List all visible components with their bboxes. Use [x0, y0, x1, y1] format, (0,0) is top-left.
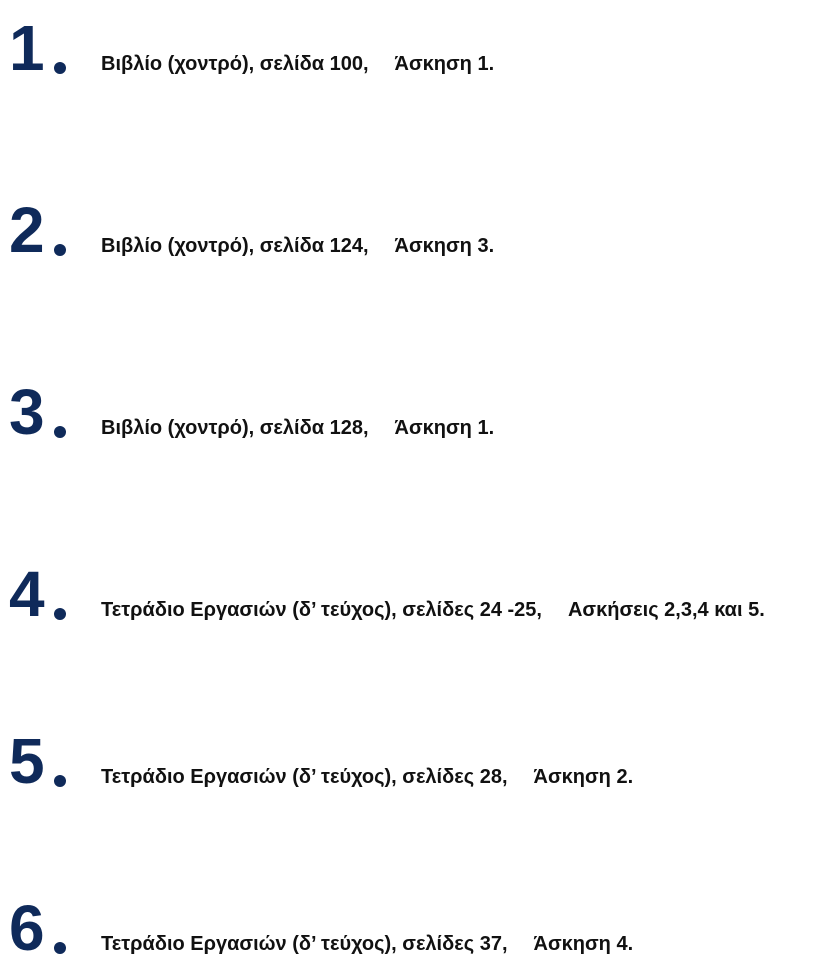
assignment-item-6 [0, 892, 830, 976]
item-exercise: Άσκηση 4. [533, 933, 634, 955]
number-dot [54, 426, 66, 438]
item-number: 6 [9, 892, 44, 964]
item-source: Τετράδιο Εργασιών (δ’ τεύχος), σελίδες 24 -25, [101, 599, 542, 621]
item-source: Βιβλίο (χοντρό), σελίδα 124, [101, 235, 369, 257]
item-exercise: Άσκηση 3. [394, 235, 495, 257]
item-text [101, 765, 633, 789]
item-source: Βιβλίο (χοντρό), σελίδα 100, [101, 53, 369, 75]
assignment-item-1 [0, 12, 830, 96]
number-dot [54, 62, 66, 74]
assignment-item-3 [0, 376, 830, 460]
item-exercise: Ασκήσεις 2,3,4 και 5. [567, 599, 765, 621]
item-exercise: Άσκηση 2. [533, 766, 634, 788]
number-dot [54, 244, 66, 256]
number-dot [54, 775, 66, 787]
item-text [101, 416, 494, 440]
assignment-item-5 [0, 725, 830, 809]
item-text [101, 598, 765, 622]
item-number: 5 [9, 725, 44, 797]
item-number: 1 [9, 12, 44, 84]
item-number: 2 [9, 194, 44, 266]
assignment-item-4 [0, 558, 830, 642]
item-text [101, 52, 494, 76]
item-source: Τετράδιο Εργασιών (δ’ τεύχος), σελίδες 37, [101, 933, 508, 955]
item-exercise: Άσκηση 1. [394, 53, 495, 75]
number-dot [54, 942, 66, 954]
item-number: 3 [9, 376, 44, 448]
item-source: Τετράδιο Εργασιών (δ’ τεύχος), σελίδες 28, [101, 766, 508, 788]
item-exercise: Άσκηση 1. [394, 417, 495, 439]
number-dot [54, 608, 66, 620]
assignment-item-2 [0, 194, 830, 278]
item-source: Βιβλίο (χοντρό), σελίδα 128, [101, 417, 369, 439]
item-text [101, 234, 494, 258]
item-number: 4 [9, 558, 44, 630]
item-text [101, 932, 633, 956]
